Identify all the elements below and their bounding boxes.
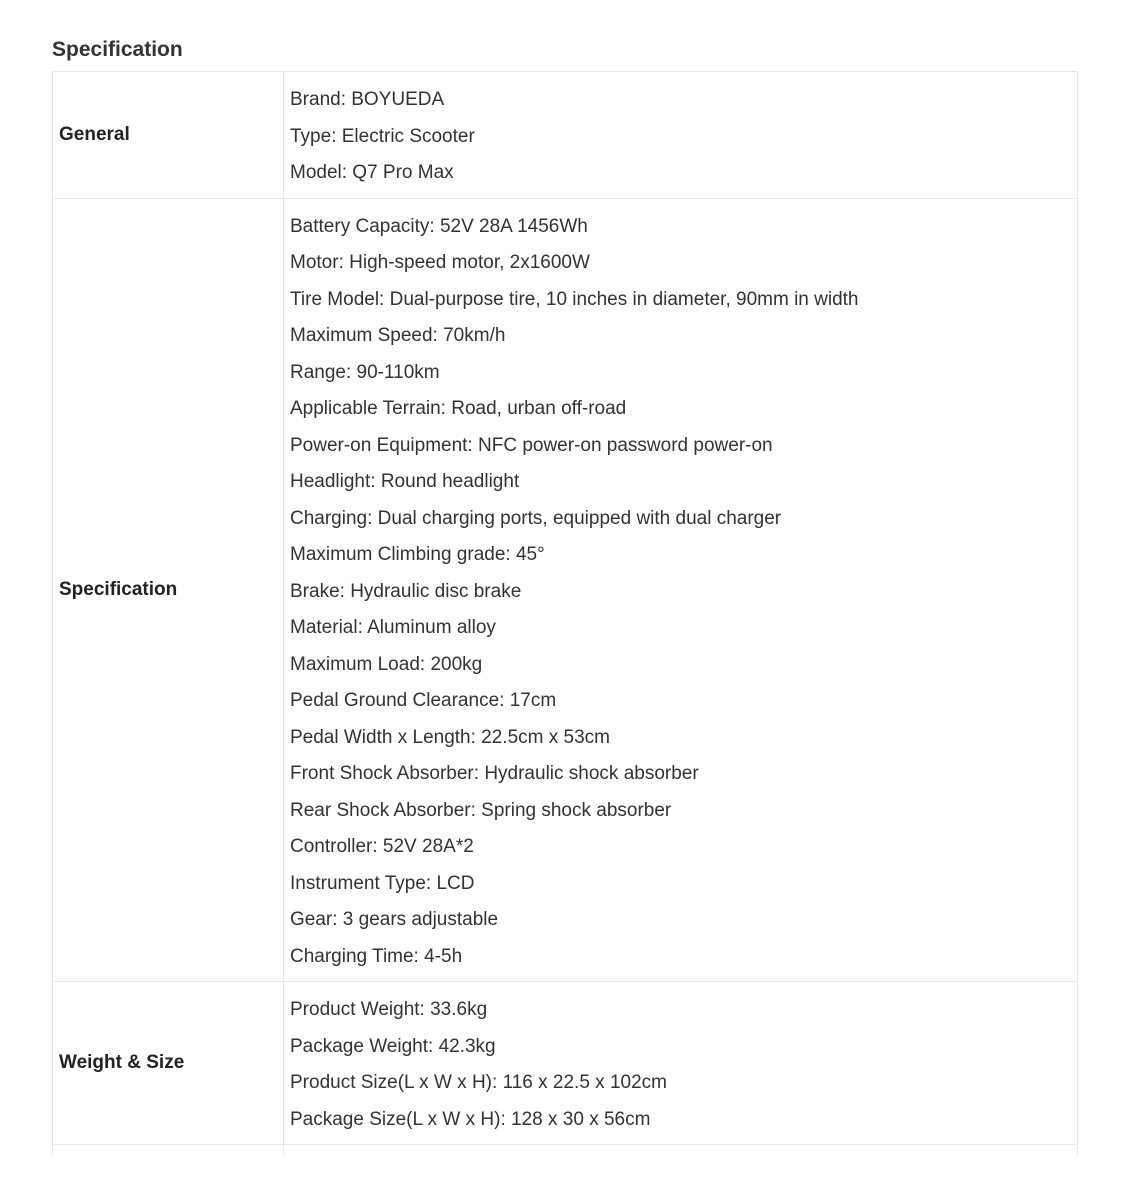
spec-item: Range: 90-110km [290, 361, 440, 383]
spec-item: Package Size(L x W x H): 128 x 30 x 56cm [290, 1108, 651, 1130]
spec-item: Power-on Equipment: NFC power-on password power-on [290, 434, 773, 456]
spec-item: Type: Electric Scooter [290, 125, 475, 147]
spec-item: Product Size(L x W x H): 116 x 22.5 x 102cm [290, 1072, 667, 1093]
partial-value-cell [284, 1145, 1078, 1156]
spec-item: Battery Capacity: 52V 28A 1456Wh [290, 215, 588, 237]
section-values [284, 982, 1078, 1145]
spec-item: Tire Model: Dual-purpose tire, 10 inches in diameter, 90mm in width [290, 288, 859, 310]
spec-item: Gear: 3 gears adjustable [290, 909, 499, 930]
section-label: Specification [53, 198, 284, 982]
section-label: Weight & Size [53, 982, 284, 1145]
spec-item: Brake: Hydraulic disc brake [290, 580, 522, 602]
spec-item: Applicable Terrain: Road, urban off-road [290, 398, 627, 419]
spec-item: Material: Aluminum alloy [290, 617, 496, 638]
spec-item: Pedal Width x Length: 22.5cm x 53cm [290, 726, 610, 748]
spec-item: Maximum Load: 200kg [290, 653, 483, 675]
spec-table [52, 71, 1078, 1155]
spec-item: Front Shock Absorber: Hydraulic shock absorber [290, 763, 699, 784]
spec-item: Charging Time: 4-5h [290, 945, 463, 967]
spec-item: Controller: 52V 28A*2 [290, 836, 474, 857]
spec-row [53, 72, 1078, 199]
section-values [284, 198, 1078, 982]
spec-item: Brand: BOYUEDA [290, 89, 445, 110]
partial-label-cell [53, 1145, 284, 1156]
spec-item: Charging: Dual charging ports, equipped with dual charger [290, 507, 782, 529]
spec-row [53, 198, 1078, 982]
spec-item: Model: Q7 Pro Max [290, 162, 454, 183]
spec-row-partial [53, 1145, 1078, 1156]
spec-row [53, 982, 1078, 1145]
spec-item: Maximum Climbing grade: 45° [290, 544, 545, 565]
spec-item: Package Weight: 42.3kg [290, 1035, 496, 1057]
spec-item: Maximum Speed: 70km/h [290, 325, 506, 346]
spec-item: Headlight: Round headlight [290, 471, 520, 492]
spec-item: Instrument Type: LCD [290, 872, 475, 894]
spec-table-body [53, 72, 1078, 1156]
spec-item: Pedal Ground Clearance: 17cm [290, 690, 557, 711]
spec-item: Motor: High-speed motor, 2x1600W [290, 252, 590, 273]
spec-item: Product Weight: 33.6kg [290, 999, 488, 1020]
page-title: Specification [52, 38, 183, 61]
section-values [284, 72, 1078, 199]
section-label: General [53, 72, 284, 199]
spec-item: Rear Shock Absorber: Spring shock absorber [290, 799, 672, 821]
